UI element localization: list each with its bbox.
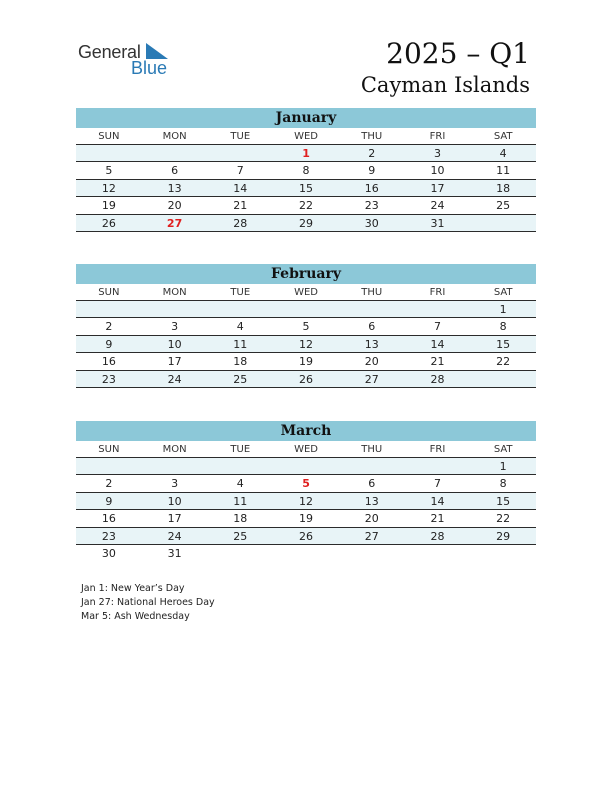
day-cell: 3 (171, 477, 179, 491)
weekday-label: FRI (429, 444, 446, 455)
month-february (76, 264, 536, 388)
weekday-label: THU (361, 444, 383, 455)
weekday-label: SUN (98, 444, 120, 455)
day-cell: 20 (364, 355, 379, 369)
weekday-label: FRI (429, 287, 446, 298)
day-cell: 30 (101, 546, 116, 560)
day-cell: 15 (496, 337, 511, 351)
day-cell: 20 (167, 199, 182, 213)
day-cell (207, 545, 273, 562)
week-row (76, 301, 536, 318)
day-cell: 26 (299, 372, 314, 386)
day-cell: 25 (233, 372, 248, 386)
day-cell: 29 (496, 529, 511, 543)
day-cell: 10 (167, 337, 182, 351)
week-row (76, 371, 536, 388)
week-row (76, 528, 536, 545)
day-cell (142, 145, 208, 161)
day-cell: 12 (299, 337, 314, 351)
day-cell: 28 (233, 216, 248, 230)
weekday-label: SAT (493, 131, 513, 142)
day-cell (76, 301, 142, 317)
weekday-label: SUN (98, 287, 120, 298)
day-cell (76, 145, 142, 161)
week-row (76, 318, 536, 335)
day-cell: 8 (499, 320, 507, 334)
day-cell: 4 (236, 477, 244, 491)
day-cell: 19 (101, 199, 116, 213)
weekday-label: TUE (230, 131, 251, 142)
day-cell: 7 (433, 320, 441, 334)
week-row (76, 353, 536, 370)
day-cell: 30 (364, 216, 379, 230)
weekday-label: MON (162, 131, 187, 142)
day-cell: 13 (364, 494, 379, 508)
weekday-label: SAT (493, 444, 513, 455)
holiday-notes (81, 582, 215, 624)
day-cell: 27 (364, 529, 379, 543)
day-cell: 26 (299, 529, 314, 543)
weekday-label: SAT (493, 287, 513, 298)
week-row (76, 510, 536, 527)
day-cell (405, 301, 471, 317)
month-header: March (76, 421, 536, 441)
weekday-label: THU (361, 287, 383, 298)
day-cell: 1 (302, 147, 310, 160)
weekday-row (76, 284, 536, 301)
weekday-row (76, 128, 536, 145)
day-cell: 17 (430, 181, 445, 195)
day-cell: 7 (236, 164, 244, 178)
day-cell: 29 (299, 216, 314, 230)
day-cell: 6 (171, 164, 179, 178)
week-row (76, 475, 536, 492)
day-cell: 24 (167, 372, 182, 386)
day-cell: 27 (364, 372, 379, 386)
day-cell: 14 (430, 494, 445, 508)
day-cell: 18 (496, 181, 511, 195)
day-cell: 1 (499, 303, 507, 316)
logo-blue-text: Blue (131, 58, 168, 78)
day-cell: 10 (430, 164, 445, 178)
day-cell: 17 (167, 512, 182, 526)
day-cell: 8 (302, 164, 310, 178)
day-cell: 6 (368, 477, 376, 491)
holiday-note: Jan 1: New Year’s Day (81, 583, 185, 594)
day-cell: 6 (368, 320, 376, 334)
day-cell (405, 545, 471, 562)
day-cell: 4 (499, 147, 507, 160)
day-cell: 18 (233, 355, 248, 369)
day-cell (339, 545, 405, 562)
day-cell (207, 458, 273, 474)
day-cell: 28 (430, 372, 445, 386)
weekday-label: WED (294, 131, 318, 142)
day-cell: 31 (430, 216, 445, 230)
day-cell: 14 (430, 337, 445, 351)
week-row (76, 215, 536, 232)
day-cell (76, 458, 142, 474)
day-cell: 23 (101, 372, 116, 386)
month-march (76, 421, 536, 562)
weekday-label: WED (294, 444, 318, 455)
day-cell: 3 (171, 320, 179, 334)
day-cell: 16 (101, 355, 116, 369)
weekday-label: WED (294, 287, 318, 298)
holiday-note: Mar 5: Ash Wednesday (81, 611, 190, 622)
day-cell (470, 371, 536, 387)
weekday-label: MON (162, 287, 187, 298)
weekday-label: TUE (230, 444, 251, 455)
day-cell (470, 215, 536, 231)
logo-triangle-icon (146, 43, 168, 59)
day-cell: 24 (167, 529, 182, 543)
day-cell: 22 (496, 512, 511, 526)
country-name: Cayman Islands (360, 73, 530, 97)
day-cell (405, 458, 471, 474)
day-cell: 10 (167, 494, 182, 508)
week-row (76, 180, 536, 197)
weekday-label: FRI (429, 131, 446, 142)
week-row (76, 197, 536, 214)
day-cell (207, 301, 273, 317)
week-row (76, 458, 536, 475)
day-cell: 12 (101, 181, 116, 195)
day-cell: 24 (430, 199, 445, 213)
day-cell: 13 (364, 337, 379, 351)
holiday-note: Jan 27: National Heroes Day (81, 597, 215, 608)
day-cell: 11 (496, 164, 511, 178)
day-cell: 16 (101, 512, 116, 526)
day-cell: 22 (496, 355, 511, 369)
day-cell: 21 (430, 355, 445, 369)
day-cell: 11 (233, 494, 248, 508)
day-cell: 26 (101, 216, 116, 230)
day-cell: 2 (105, 477, 113, 491)
day-cell: 22 (299, 199, 314, 213)
month-header: January (76, 108, 536, 128)
weekday-label: THU (361, 131, 383, 142)
page-title: 2025 – Q1 (386, 37, 530, 70)
day-cell: 21 (430, 512, 445, 526)
day-cell (142, 301, 208, 317)
day-cell (339, 458, 405, 474)
month-january (76, 108, 536, 232)
day-cell: 16 (364, 181, 379, 195)
week-row (76, 493, 536, 510)
weekday-label: MON (162, 444, 187, 455)
day-cell: 1 (499, 460, 507, 473)
day-cell (470, 545, 536, 562)
week-row (76, 336, 536, 353)
logo-general-text: General (78, 42, 141, 62)
day-cell: 9 (368, 164, 376, 178)
day-cell: 2 (368, 147, 376, 160)
day-cell: 13 (167, 181, 182, 195)
day-cell: 5 (302, 320, 310, 334)
week-row (76, 162, 536, 179)
day-cell: 20 (364, 512, 379, 526)
day-cell: 25 (233, 529, 248, 543)
day-cell: 19 (299, 355, 314, 369)
day-cell: 12 (299, 494, 314, 508)
day-cell (339, 301, 405, 317)
day-cell: 15 (496, 494, 511, 508)
day-cell (207, 145, 273, 161)
general-blue-logo (78, 40, 178, 80)
week-row (76, 545, 536, 562)
day-cell: 8 (499, 477, 507, 491)
day-cell: 2 (105, 320, 113, 334)
week-row (76, 145, 536, 162)
day-cell: 18 (233, 512, 248, 526)
day-cell: 15 (299, 181, 314, 195)
day-cell: 31 (167, 546, 182, 560)
day-cell: 27 (166, 216, 183, 230)
day-cell (142, 458, 208, 474)
day-cell: 9 (105, 494, 113, 508)
day-cell: 25 (496, 199, 511, 213)
weekday-label: TUE (230, 287, 251, 298)
day-cell: 23 (364, 199, 379, 213)
day-cell: 19 (299, 512, 314, 526)
day-cell: 9 (105, 337, 113, 351)
weekday-row (76, 441, 536, 458)
day-cell: 17 (167, 355, 182, 369)
day-cell: 3 (433, 147, 441, 160)
day-cell: 11 (233, 337, 248, 351)
day-cell (273, 301, 339, 317)
day-cell (273, 545, 339, 562)
day-cell: 14 (233, 181, 248, 195)
day-cell: 7 (433, 477, 441, 491)
day-cell: 4 (236, 320, 244, 334)
day-cell (273, 458, 339, 474)
day-cell: 28 (430, 529, 445, 543)
day-cell: 5 (105, 164, 113, 178)
weekday-label: SUN (98, 131, 120, 142)
month-header: February (76, 264, 536, 284)
day-cell: 23 (101, 529, 116, 543)
day-cell: 5 (302, 477, 310, 491)
day-cell: 21 (233, 199, 248, 213)
